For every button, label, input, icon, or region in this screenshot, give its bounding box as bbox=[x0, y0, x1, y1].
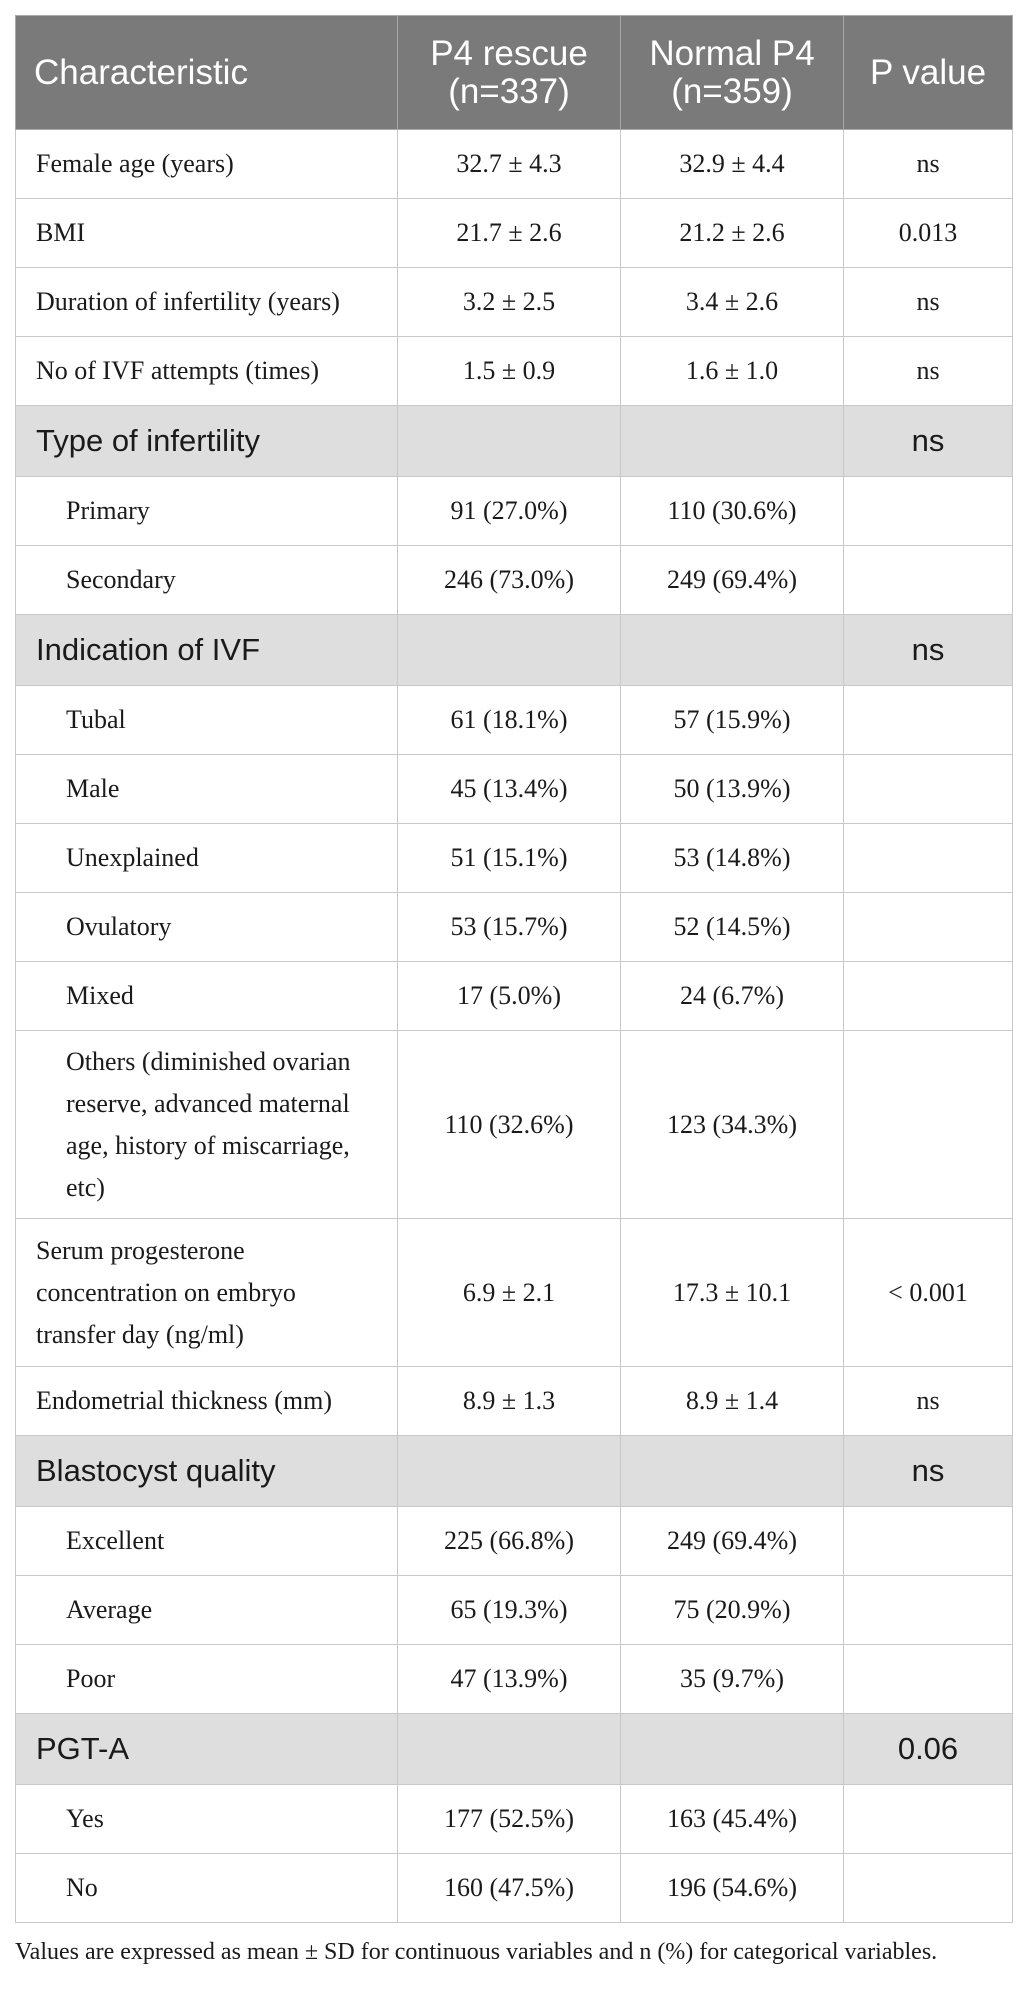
p-value bbox=[844, 962, 1013, 1031]
section-row bbox=[16, 1436, 1013, 1507]
row-label: Primary bbox=[16, 477, 398, 546]
characteristics-table bbox=[15, 15, 1013, 1923]
row-label: Serum progesterone concentration on embryo transfer day (ng/ml) bbox=[16, 1219, 398, 1367]
section-label: Blastocyst quality bbox=[16, 1436, 398, 1507]
normal-value bbox=[621, 615, 844, 686]
header-normal-p4-label: Normal P4 bbox=[649, 33, 815, 73]
header-p4-rescue-label: P4 rescue bbox=[430, 33, 588, 73]
normal-value: 163 (45.4%) bbox=[621, 1785, 844, 1854]
section-row bbox=[16, 615, 1013, 686]
row-label: Ovulatory bbox=[16, 893, 398, 962]
normal-value: 52 (14.5%) bbox=[621, 893, 844, 962]
rescue-value: 45 (13.4%) bbox=[398, 755, 621, 824]
rescue-value: 1.5 ± 0.9 bbox=[398, 337, 621, 406]
normal-value bbox=[621, 1714, 844, 1785]
normal-value: 75 (20.9%) bbox=[621, 1576, 844, 1645]
header-p4-rescue-n: (n=337) bbox=[448, 71, 570, 111]
table-row bbox=[16, 268, 1013, 337]
p-value bbox=[844, 755, 1013, 824]
p-value bbox=[844, 477, 1013, 546]
row-label: Duration of infertility (years) bbox=[16, 268, 398, 337]
row-label: Excellent bbox=[16, 1507, 398, 1576]
normal-value bbox=[621, 406, 844, 477]
normal-value bbox=[621, 1436, 844, 1507]
table-footnote: Values are expressed as mean ± SD for continuous variables and n (%) for categorical variables. bbox=[15, 1939, 938, 1965]
rescue-value: 177 (52.5%) bbox=[398, 1785, 621, 1854]
p-value bbox=[844, 893, 1013, 962]
normal-value: 35 (9.7%) bbox=[621, 1645, 844, 1714]
rescue-value bbox=[398, 1436, 621, 1507]
rescue-value: 91 (27.0%) bbox=[398, 477, 621, 546]
rescue-value: 8.9 ± 1.3 bbox=[398, 1367, 621, 1436]
rescue-value bbox=[398, 406, 621, 477]
p-value bbox=[844, 1854, 1013, 1923]
header-normal-p4 bbox=[621, 16, 844, 130]
normal-value: 249 (69.4%) bbox=[621, 1507, 844, 1576]
section-row bbox=[16, 1714, 1013, 1785]
table-row bbox=[16, 337, 1013, 406]
p-value: ns bbox=[844, 337, 1013, 406]
normal-value: 53 (14.8%) bbox=[621, 824, 844, 893]
header-p4-rescue bbox=[398, 16, 621, 130]
normal-value: 196 (54.6%) bbox=[621, 1854, 844, 1923]
rescue-value: 246 (73.0%) bbox=[398, 546, 621, 615]
row-label: Male bbox=[16, 755, 398, 824]
row-label: No bbox=[16, 1854, 398, 1923]
section-label: Type of infertility bbox=[16, 406, 398, 477]
rescue-value: 32.7 ± 4.3 bbox=[398, 130, 621, 199]
table-container bbox=[15, 15, 1012, 1923]
rescue-value: 3.2 ± 2.5 bbox=[398, 268, 621, 337]
rescue-value: 225 (66.8%) bbox=[398, 1507, 621, 1576]
rescue-value bbox=[398, 615, 621, 686]
section-label: PGT-A bbox=[16, 1714, 398, 1785]
table-row bbox=[16, 755, 1013, 824]
p-value: ns bbox=[844, 1367, 1013, 1436]
rescue-value: 53 (15.7%) bbox=[398, 893, 621, 962]
row-label: Female age (years) bbox=[16, 130, 398, 199]
row-label: Poor bbox=[16, 1645, 398, 1714]
normal-value: 24 (6.7%) bbox=[621, 962, 844, 1031]
normal-value: 50 (13.9%) bbox=[621, 755, 844, 824]
rescue-value: 6.9 ± 2.1 bbox=[398, 1219, 621, 1367]
section-label: Indication of IVF bbox=[16, 615, 398, 686]
normal-value: 249 (69.4%) bbox=[621, 546, 844, 615]
table-row bbox=[16, 686, 1013, 755]
header-characteristic: Characteristic bbox=[16, 16, 398, 130]
p-value: ns bbox=[844, 615, 1013, 686]
normal-value: 8.9 ± 1.4 bbox=[621, 1367, 844, 1436]
rescue-value: 61 (18.1%) bbox=[398, 686, 621, 755]
row-label: Unexplained bbox=[16, 824, 398, 893]
table-row bbox=[16, 199, 1013, 268]
rescue-value: 47 (13.9%) bbox=[398, 1645, 621, 1714]
rescue-value bbox=[398, 1714, 621, 1785]
p-value bbox=[844, 824, 1013, 893]
row-label: Yes bbox=[16, 1785, 398, 1854]
normal-value: 3.4 ± 2.6 bbox=[621, 268, 844, 337]
table-row bbox=[16, 1576, 1013, 1645]
normal-value: 17.3 ± 10.1 bbox=[621, 1219, 844, 1367]
table-row bbox=[16, 1219, 1013, 1367]
p-value: ns bbox=[844, 130, 1013, 199]
p-value bbox=[844, 1507, 1013, 1576]
table-row bbox=[16, 824, 1013, 893]
rescue-value: 17 (5.0%) bbox=[398, 962, 621, 1031]
normal-value: 21.2 ± 2.6 bbox=[621, 199, 844, 268]
rescue-value: 21.7 ± 2.6 bbox=[398, 199, 621, 268]
p-value: 0.013 bbox=[844, 199, 1013, 268]
table-row bbox=[16, 1785, 1013, 1854]
p-value: 0.06 bbox=[844, 1714, 1013, 1785]
p-value bbox=[844, 686, 1013, 755]
p-value bbox=[844, 546, 1013, 615]
table-row bbox=[16, 546, 1013, 615]
header-p-value: P value bbox=[844, 16, 1013, 130]
p-value bbox=[844, 1576, 1013, 1645]
table-row bbox=[16, 1854, 1013, 1923]
row-label: Average bbox=[16, 1576, 398, 1645]
header-normal-p4-n: (n=359) bbox=[671, 71, 793, 111]
rescue-value: 110 (32.6%) bbox=[398, 1031, 621, 1219]
table-row bbox=[16, 130, 1013, 199]
p-value bbox=[844, 1031, 1013, 1219]
rescue-value: 65 (19.3%) bbox=[398, 1576, 621, 1645]
table-row bbox=[16, 962, 1013, 1031]
rescue-value: 160 (47.5%) bbox=[398, 1854, 621, 1923]
table-row bbox=[16, 1367, 1013, 1436]
rescue-value: 51 (15.1%) bbox=[398, 824, 621, 893]
normal-value: 1.6 ± 1.0 bbox=[621, 337, 844, 406]
table-row bbox=[16, 1645, 1013, 1714]
p-value bbox=[844, 1785, 1013, 1854]
p-value: ns bbox=[844, 406, 1013, 477]
table-header-row bbox=[16, 16, 1013, 130]
row-label: Others (diminished ovarian reserve, advanced maternal age, history of miscarriage, etc) bbox=[16, 1031, 398, 1219]
normal-value: 57 (15.9%) bbox=[621, 686, 844, 755]
table-row bbox=[16, 477, 1013, 546]
row-label: Tubal bbox=[16, 686, 398, 755]
row-label: BMI bbox=[16, 199, 398, 268]
normal-value: 32.9 ± 4.4 bbox=[621, 130, 844, 199]
p-value: ns bbox=[844, 1436, 1013, 1507]
table-row bbox=[16, 1031, 1013, 1219]
section-row bbox=[16, 406, 1013, 477]
p-value: ns bbox=[844, 268, 1013, 337]
row-label: No of IVF attempts (times) bbox=[16, 337, 398, 406]
row-label: Secondary bbox=[16, 546, 398, 615]
p-value bbox=[844, 1645, 1013, 1714]
normal-value: 110 (30.6%) bbox=[621, 477, 844, 546]
row-label: Endometrial thickness (mm) bbox=[16, 1367, 398, 1436]
row-label: Mixed bbox=[16, 962, 398, 1031]
p-value: < 0.001 bbox=[844, 1219, 1013, 1367]
table-row bbox=[16, 1507, 1013, 1576]
table-row bbox=[16, 893, 1013, 962]
normal-value: 123 (34.3%) bbox=[621, 1031, 844, 1219]
